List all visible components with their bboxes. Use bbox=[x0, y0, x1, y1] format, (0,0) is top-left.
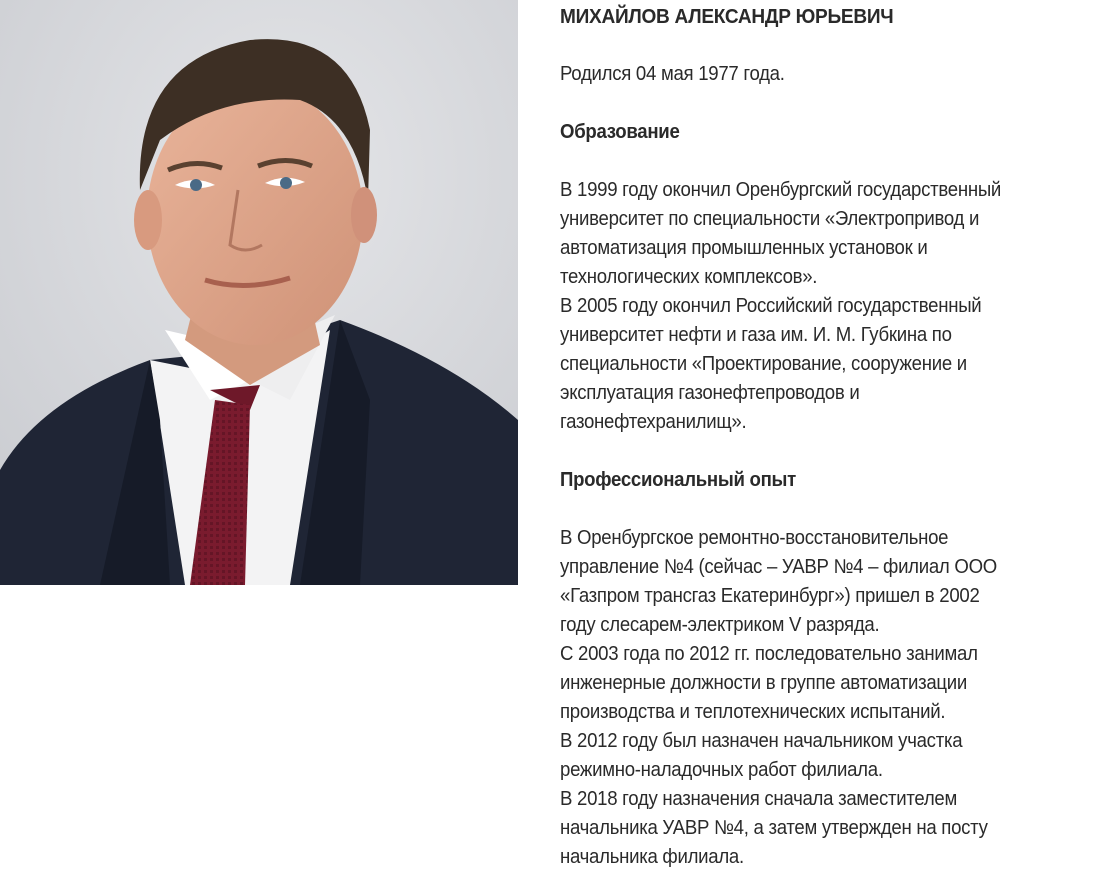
portrait-photo bbox=[0, 0, 518, 585]
text-line: В 2005 году окончил Российский государственный bbox=[560, 295, 982, 317]
text-line: производства и теплотехнических испытаний. bbox=[560, 701, 946, 723]
person-name: МИХАЙЛОВ АЛЕКСАНДР ЮРЬЕВИЧ bbox=[560, 5, 894, 28]
text-line: С 2003 года по 2012 гг. последовательно занимал bbox=[560, 643, 978, 665]
text-line: В 1999 году окончил Оренбургский государственный bbox=[560, 179, 1002, 201]
text-line: технологических комплексов». bbox=[560, 266, 818, 288]
birth-date: Родился 04 мая 1977 года. bbox=[560, 63, 785, 85]
education-text bbox=[560, 176, 1058, 437]
text-line: инженерные должности в группе автоматизации bbox=[560, 672, 967, 694]
text-line: году слесарем-электриком V разряда. bbox=[560, 614, 880, 636]
text-line: университет нефти и газа им. И. М. Губкина по bbox=[560, 324, 952, 346]
biography bbox=[560, 2, 1058, 872]
experience-heading: Профессиональный опыт bbox=[560, 469, 796, 491]
text-line: В 2012 году был назначен начальником участка bbox=[560, 730, 963, 752]
text-line: газонефтехранилищ». bbox=[560, 411, 747, 433]
text-line: специальности «Проектирование, сооружение и bbox=[560, 353, 967, 375]
text-line: режимно-наладочных работ филиала. bbox=[560, 759, 883, 781]
text-line: эксплуатация газонефтепроводов и bbox=[560, 382, 860, 404]
text-line: начальника филиала. bbox=[560, 846, 744, 868]
text-line: управление №4 (сейчас – УАВР №4 – филиал ООО bbox=[560, 556, 997, 578]
text-line: университет по специальности «Электропривод и bbox=[560, 208, 980, 230]
text-line: В Оренбургское ремонтно-восстановительное bbox=[560, 527, 949, 549]
text-line: «Газпром трансгаз Екатеринбург») пришел в 2002 bbox=[560, 585, 980, 607]
education-heading: Образование bbox=[560, 121, 680, 143]
text-line: В 2018 году назначения сначала заместителем bbox=[560, 788, 957, 810]
text-line: автоматизация промышленных установок и bbox=[560, 237, 928, 259]
text-line: начальника УАВР №4, а затем утвержден на посту bbox=[560, 817, 988, 839]
experience-text bbox=[560, 524, 1058, 872]
